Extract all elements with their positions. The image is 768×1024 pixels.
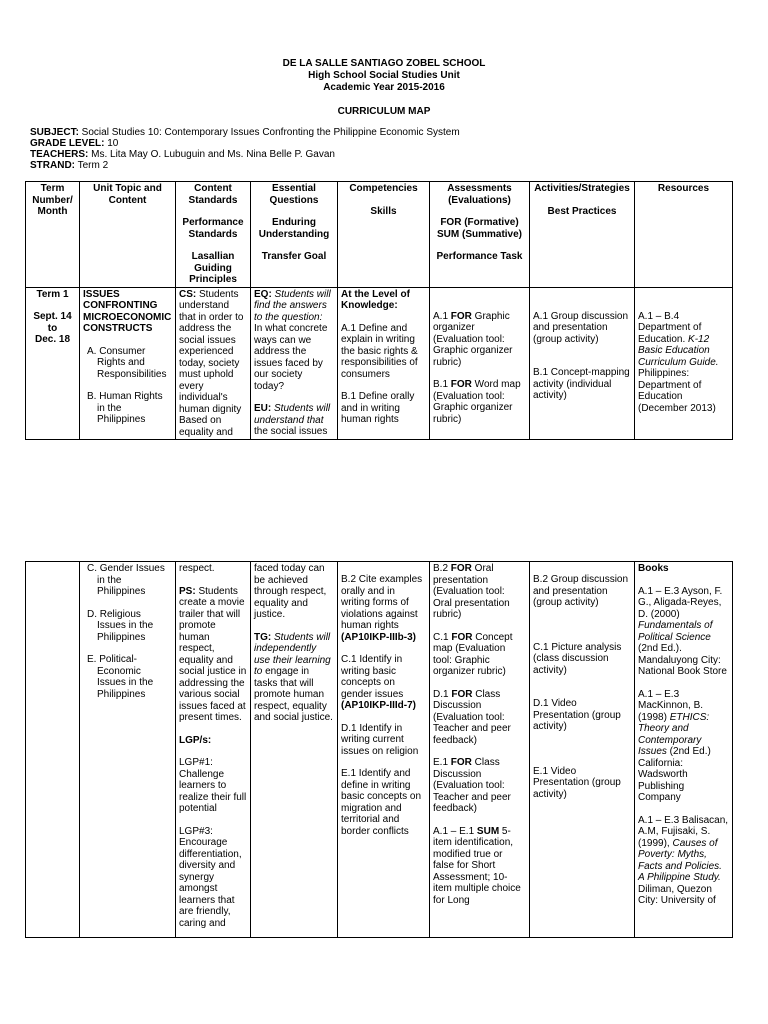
assessments-cell: A.1 FOR Graphic organizer (Evaluation tool: Graphic organizer rubric) B.1 FOR Word map (Evaluation tool: Graphic organizer rubric) bbox=[430, 287, 530, 440]
term-cell: Term 1 Sept. 14 to Dec. 18 bbox=[26, 287, 80, 440]
strand-line: STRAND: Term 2 bbox=[30, 160, 109, 171]
assessments-cell: B.2 FOR Oral presentation (Evaluation tool: Oral presentation rubric) C.1 FOR Concept map (Evaluation tool: Graphic organizer rubric) D.1 FOR Class Discussion (Evaluation tool: Teacher and peer feedback) E.1 FOR Class Discussion (Evaluation tool: Teacher and peer feedback) A.1 – E.1 SUM 5-item identification, modified true or false for Short Assessment; 10-item multiple choice for Long bbox=[430, 562, 530, 938]
school-name: DE LA SALLE SANTIAGO ZOBEL SCHOOL bbox=[282, 58, 486, 69]
col-competencies: Competencies Skills bbox=[338, 182, 430, 288]
curriculum-table-page2 bbox=[25, 561, 733, 938]
grade-line: GRADE LEVEL: 10 bbox=[30, 138, 119, 149]
col-activities: Activities/Strategies Best Practices bbox=[530, 182, 635, 288]
topic-cell: C. Gender Issues in the Philippines D. Religious Issues in the Philippines E. Political-Economic Issues in the Philippines bbox=[80, 562, 176, 938]
col-standards: Content Standards Performance Standards Lasallian Guiding Principles bbox=[176, 182, 251, 288]
term-cell bbox=[26, 562, 80, 938]
teachers-line: TEACHERS: Ms. Lita May O. Lubuguin and Ms. Nina Belle P. Gavan bbox=[30, 149, 335, 160]
col-term: Term Number/ Month bbox=[26, 182, 80, 288]
header-row bbox=[26, 182, 733, 288]
col-questions: Essential Questions Enduring Understanding Transfer Goal bbox=[251, 182, 338, 288]
questions-cell: EQ: Students will find the answers to the question: In what concrete ways can we address the issues faced by our society today? EU: Students will understand that the social issues bbox=[251, 287, 338, 440]
col-assessments: Assessments (Evaluations) FOR (Formative) SUM (Summative) Performance Task bbox=[430, 182, 530, 288]
unit-name: High School Social Studies Unit bbox=[308, 70, 460, 81]
standards-cell: CS: Students understand that in order to address the social issues experienced today, society must uphold every individual's human dignity Based on equality and bbox=[176, 287, 251, 440]
document-title: CURRICULUM MAP bbox=[337, 106, 431, 117]
academic-year: Academic Year 2015-2016 bbox=[323, 82, 445, 93]
activities-cell: B.2 Group discussion and presentation (group activity) C.1 Picture analysis (class discussion activity) D.1 Video Presentation (group activity) E.1 Video Presentation (group activity) bbox=[530, 562, 635, 938]
resources-cell: A.1 – B.4 Department of Education. K-12 Basic Education Curriculum Guide. Philippines: Department of Education (December 2013) bbox=[635, 287, 733, 440]
curriculum-table-page1 bbox=[25, 181, 733, 440]
resources-cell: Books A.1 – E.3 Ayson, F. G., Aligada-Reyes, D. (2000) Fundamentals of Political Science (2nd Ed.). Mandaluyong City: National Book Store A.1 – E.3 MacKinnon, B. (1998) ETHICS: Theory and Contemporary Issues (2nd Ed.) California: Wadsworth Publishing Company A.1 – E.3 Balisacan, A.M, Fujisaki, S. (1999), Causes of Poverty: Myths, Facts and Policies. A Philippine Study. Diliman, Quezon City: University of bbox=[635, 562, 733, 938]
activities-cell: A.1 Group discussion and presentation (group activity) B.1 Concept-mapping activity (individual activity) bbox=[530, 287, 635, 440]
topic-cell: ISSUES CONFRONTING MICROECONOMIC CONSTRUCTS A. Consumer Rights and Responsibilities B. Human Rights in the Philippines bbox=[80, 287, 176, 440]
table-row bbox=[26, 562, 733, 938]
col-resources: Resources bbox=[635, 182, 733, 288]
standards-cell: respect. PS: Students create a movie trailer that will promote human respect, equality and social justice in addressing the various social issues faced at present times. LGP/s: LGP#1: Challenge learners to realize their full potential LGP#3: Encourage differentiation, diversity and synergy amongst learners that are friendly, caring and bbox=[176, 562, 251, 938]
questions-cell: faced today can be achieved through respect, equality and justice. TG: Students will independently use their learning to engage in tasks that will promote human respect, equality and social justice. bbox=[251, 562, 338, 938]
subject-line: SUBJECT: Social Studies 10: Contemporary Issues Confronting the Philippine Economic System bbox=[30, 127, 460, 138]
table-row bbox=[26, 287, 733, 440]
competencies-cell: B.2 Cite examples orally and in writing forms of violations against human rights (AP10IKP-IIIb-3) C.1 Identify in writing basic concepts on gender issues (AP10IKP-IIId-7) D.1 Identify in writing current issues on religion E.1 Identify and define in writing basic concepts on migration and territorial and border conflicts bbox=[338, 562, 430, 938]
competencies-cell: At the Level of Knowledge: A.1 Define and explain in writing the basic rights & responsibilities of consumers B.1 Define orally and in writing human rights bbox=[338, 287, 430, 440]
col-topic: Unit Topic and Content bbox=[80, 182, 176, 288]
